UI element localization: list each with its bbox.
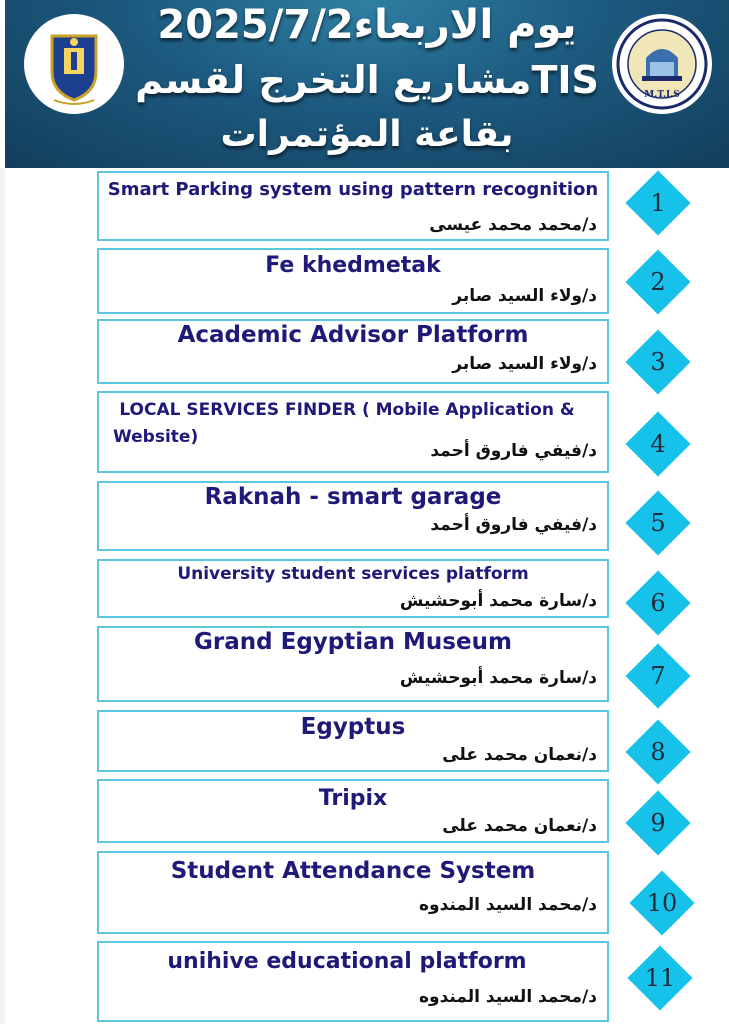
project-title: Student Attendance System — [170, 858, 536, 884]
department-title: مشاريع التخرج لقسمTIS — [135, 58, 599, 102]
supervisor-name: د/فيفي فاروق أحمد — [430, 441, 597, 461]
supervisor-name: د/محمد السيد المندوه — [418, 895, 597, 915]
project-row-5 — [97, 481, 609, 551]
project-number: 6 — [650, 589, 666, 617]
project-row-9 — [97, 779, 609, 843]
project-row-7 — [97, 626, 609, 702]
project-row-8 — [97, 710, 609, 772]
project-title: Fe khedmetak — [265, 253, 441, 278]
supervisor-name: د/فيفي فاروق أحمد — [430, 515, 597, 535]
project-row-1 — [97, 171, 609, 241]
project-row-10 — [97, 851, 609, 934]
supervisor-name: د/ولاء السيد صابر — [452, 354, 597, 374]
project-number: 4 — [650, 430, 666, 458]
project-row-4 — [97, 391, 609, 473]
project-number: 8 — [650, 738, 666, 766]
institute-logo-right — [612, 14, 712, 114]
project-row-6 — [97, 559, 609, 618]
supervisor-name: د/نعمان محمد على — [442, 816, 597, 836]
header-banner — [5, 0, 729, 168]
supervisor-name: د/محمد محمد عيسى — [429, 215, 597, 235]
supervisor-name: د/ولاء السيد صابر — [452, 286, 597, 306]
project-title: LOCAL SERVICES FINDER ( Mobile Application & — [119, 400, 575, 420]
project-title: Raknah - smart garage — [204, 484, 502, 510]
supervisor-name: د/نعمان محمد على — [442, 745, 597, 765]
institute-logo-caption: M.T.I.S — [644, 90, 680, 100]
date-title: يوم الاربعاء2025/7/2 — [157, 2, 577, 48]
project-number: 10 — [646, 889, 678, 917]
supervisor-name: د/سارة محمد أبوحشيش — [399, 591, 597, 611]
project-title: University student services platform — [177, 564, 529, 584]
project-row-3 — [97, 319, 609, 384]
supervisor-name: د/محمد السيد المندوه — [418, 987, 597, 1007]
project-number: 3 — [650, 348, 666, 376]
project-title: Smart Parking system using pattern recognition — [107, 179, 599, 200]
project-title: unihive educational platform — [167, 949, 527, 974]
venue-title: بقاعة المؤتمرات — [220, 114, 514, 155]
project-number: 5 — [650, 509, 666, 537]
project-number: 1 — [650, 189, 666, 217]
page-left-margin — [0, 168, 5, 1024]
project-number: 9 — [650, 809, 666, 837]
supervisor-name: د/سارة محمد أبوحشيش — [399, 668, 597, 688]
project-title: Tripix — [318, 786, 388, 811]
project-title-line2: Website) — [113, 427, 199, 447]
project-row-2 — [97, 248, 609, 314]
project-row-11 — [97, 941, 609, 1022]
project-title: Academic Advisor Platform — [177, 322, 529, 348]
project-title: Grand Egyptian Museum — [194, 629, 512, 655]
project-number: 11 — [644, 964, 676, 992]
project-number: 2 — [650, 268, 666, 296]
project-number: 7 — [650, 662, 666, 690]
project-title: Egyptus — [300, 714, 406, 740]
